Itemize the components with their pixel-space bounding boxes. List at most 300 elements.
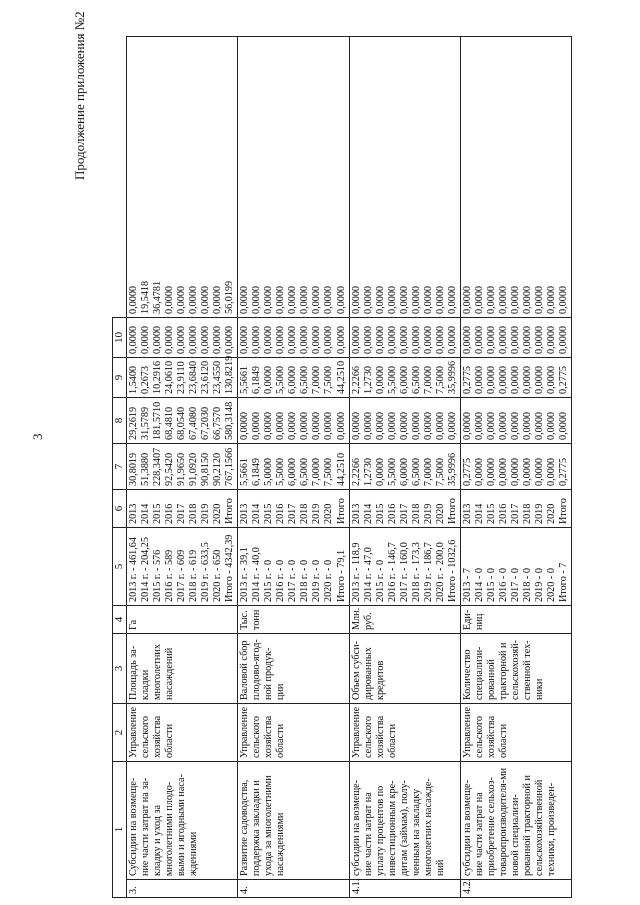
value-line: 0,0000: [362, 285, 374, 314]
value-line: 35,9996: [446, 452, 458, 486]
value-line: 5,5661: [239, 365, 251, 394]
value-line: 6,1849: [251, 365, 263, 394]
value-line: 0,2775: [461, 365, 473, 394]
value-line: 0,0000: [497, 285, 509, 314]
value-line: 2017: [287, 503, 299, 524]
col-header-8: 8: [113, 398, 127, 444]
value-line: 0,0000: [188, 285, 200, 314]
value-line: 24,0610: [164, 360, 176, 394]
value-line: 2014 г. - 40,0: [251, 547, 263, 602]
value-line: 0,0000: [485, 457, 497, 486]
value-line: 0,0000: [485, 325, 497, 354]
value-line: 0,0000: [311, 325, 323, 354]
value-line: 0,0000: [386, 325, 398, 354]
value-line: 0,0000: [485, 411, 497, 440]
value-line: 23,9110: [176, 361, 188, 394]
value-line: 6,5000: [299, 457, 311, 486]
value-line: 2018: [188, 503, 200, 524]
value-line: 30,8019: [127, 452, 139, 486]
value-line: 0,0000: [362, 411, 374, 440]
value-line: 0,0000: [374, 325, 386, 354]
value-line: 0,0000: [546, 411, 558, 440]
value-line: 0,0000: [386, 411, 398, 440]
value-line: 66,7570: [212, 406, 224, 440]
values-c6: [460, 490, 571, 528]
value-line: 2017 г. - 160,0: [398, 542, 410, 602]
value-line: 0,0000: [534, 365, 545, 394]
values-c10: [349, 318, 460, 358]
table-row: [460, 37, 571, 898]
value-line: 1,2730: [362, 365, 374, 394]
value-line: 0,0000: [534, 411, 545, 440]
value-line: 0,0000: [251, 411, 263, 440]
value-line: 0,0000: [287, 285, 299, 314]
value-line: 0,0000: [434, 325, 446, 354]
values-c10: [460, 318, 571, 358]
value-line: 0,0000: [152, 325, 164, 354]
value-line: 0,0000: [546, 365, 558, 394]
value-line: 0,0000: [558, 285, 570, 314]
values-c7: [460, 444, 571, 490]
value-line: 0,2775: [558, 365, 570, 394]
value-line: 6,0000: [398, 365, 410, 394]
value-line: 7,0000: [311, 365, 323, 394]
values-c9: [238, 358, 349, 398]
value-line: 29,2619: [127, 406, 139, 440]
value-line: 2019: [311, 503, 323, 524]
unit-of-measure: Тыс. тонн: [238, 606, 349, 634]
value-line: 0,0000: [521, 285, 533, 314]
row-number: 4.1.: [349, 880, 460, 898]
value-line: Итого - 4342,39: [224, 534, 236, 602]
value-line: 90,2120: [212, 452, 224, 486]
value-line: 0,0000: [287, 325, 299, 354]
value-line: 0,0000: [473, 365, 485, 394]
value-line: 0,0000: [410, 411, 422, 440]
value-line: 35,9996: [446, 360, 458, 394]
value-line: 91,9650: [176, 452, 188, 486]
value-line: 181,5710: [152, 401, 164, 440]
value-line: 2014 г. - 47,0: [362, 547, 374, 602]
value-line: 0,0000: [350, 285, 362, 314]
value-line: 0,0000: [521, 457, 533, 486]
values-c7: [126, 444, 237, 490]
value-line: 2014 - 0: [473, 568, 485, 602]
value-line: 0,0000: [386, 285, 398, 314]
value-line: 0,0000: [422, 411, 434, 440]
value-line: 2017: [176, 503, 188, 524]
value-line: 2016 г. - 0: [275, 559, 287, 602]
value-line: 2017: [509, 503, 521, 524]
value-line: 56,0199: [224, 280, 236, 314]
value-line: 6,0000: [287, 457, 299, 486]
value-line: 7,0000: [422, 457, 434, 486]
value-line: 0,0000: [434, 285, 446, 314]
value-line: 580,3148: [224, 401, 236, 440]
value-line: 6,5000: [410, 365, 422, 394]
program-table: [112, 36, 572, 898]
value-line: 2020: [323, 503, 335, 524]
value-line: 2016 г. - 146,7: [386, 542, 398, 602]
row-number: 4.: [238, 880, 349, 898]
value-line: 23,6840: [188, 360, 200, 394]
value-line: 0,0000: [546, 285, 558, 314]
value-line: 0,0000: [473, 457, 485, 486]
value-line: 2016: [164, 503, 176, 524]
value-line: 2020 - 0: [546, 568, 558, 602]
value-line: 0,0000: [140, 325, 151, 354]
value-line: 2017: [398, 503, 410, 524]
value-line: 0,0000: [461, 325, 473, 354]
value-line: 6,1849: [251, 457, 263, 486]
value-line: 0,0000: [200, 325, 212, 354]
value-line: 7,5000: [434, 365, 446, 394]
unit-of-measure: Га: [126, 606, 237, 634]
measure-name: субсидии на возмеще-ние части затрат на приобретение сельхоз-товаропроизводителя-ми новой специализи-рованной тракторной и сельскохозяйственной техники, произведен-: [460, 762, 571, 880]
value-line: 0,0000: [263, 411, 275, 440]
table-row: [126, 37, 237, 898]
value-line: 5,0000: [263, 457, 275, 486]
rotated-table-wrapper: [112, 36, 570, 898]
value-line: 44,2510: [335, 452, 347, 486]
value-line: 2015 г. - 0: [263, 559, 275, 602]
value-line: 2019: [200, 503, 212, 524]
col-header-2: 2: [113, 704, 127, 762]
value-line: 0,0000: [239, 411, 251, 440]
value-line: 2020 г. - 0: [323, 559, 335, 602]
value-line: 91,0920: [188, 452, 200, 486]
value-line: 2013 г. - 461,64: [127, 537, 139, 602]
value-line: 67,4080: [188, 406, 200, 440]
value-line: 0,0000: [188, 325, 200, 354]
value-line: 0,0000: [275, 325, 287, 354]
col-header-3: 3: [113, 634, 127, 704]
value-line: 0,0000: [224, 325, 236, 354]
value-line: 0,0000: [311, 285, 323, 314]
value-line: 0,2673: [140, 365, 151, 394]
values-c10: [238, 318, 349, 358]
value-line: 2020: [546, 503, 558, 524]
indicator-name: Объем субси-дированных кредитов: [349, 634, 460, 704]
value-line: 2019 г. - 186,7: [422, 542, 434, 602]
value-line: 2,2266: [350, 365, 362, 394]
indicator-name: Количество специализи-рованной тракторной и сельскохозяй-ственной тех-ники: [460, 634, 571, 704]
col-header-7: 7: [113, 444, 127, 490]
value-line: 0,0000: [398, 325, 410, 354]
row-number: 3.: [126, 880, 237, 898]
value-line: 23,6120: [200, 360, 212, 394]
value-line: 7,5000: [323, 365, 335, 394]
values-c11: [349, 37, 460, 318]
value-line: 2016 - 0: [497, 568, 509, 602]
value-line: 0,0000: [497, 325, 509, 354]
value-line: Итого - 1032,6: [446, 539, 458, 602]
value-line: 2019: [422, 503, 434, 524]
value-line: 0,0000: [497, 365, 509, 394]
value-line: 6,5000: [410, 457, 422, 486]
value-line: Итого: [446, 498, 458, 524]
value-line: 0,0000: [509, 457, 521, 486]
value-line: 0,0000: [127, 285, 139, 314]
value-line: 2020: [212, 503, 224, 524]
value-line: Итого: [335, 498, 347, 524]
value-line: 0,0000: [239, 325, 251, 354]
value-line: 2017 г. - 609: [176, 549, 188, 602]
value-line: 2015: [374, 503, 386, 524]
value-line: 0,0000: [398, 285, 410, 314]
value-line: 0,0000: [497, 457, 509, 486]
value-line: 0,2775: [558, 457, 570, 486]
values-c8: [349, 398, 460, 444]
values-c8: [460, 398, 571, 444]
value-line: 68,4810: [164, 406, 176, 440]
col-header-6: 6: [113, 490, 127, 528]
col-header-4: 4: [113, 606, 127, 634]
value-line: 0,0000: [546, 457, 558, 486]
value-line: 5,5661: [239, 457, 251, 486]
value-line: 2013: [461, 503, 473, 524]
value-line: 2015: [152, 503, 164, 524]
value-line: 0,0000: [239, 285, 251, 314]
value-line: 0,0000: [521, 325, 533, 354]
value-line: 2,2266: [350, 457, 362, 486]
value-line: 0,0000: [446, 325, 458, 354]
value-line: 0,0000: [335, 285, 347, 314]
value-line: 2018 - 0: [521, 568, 533, 602]
value-line: 2014: [140, 503, 151, 524]
value-line: 2019: [534, 503, 545, 524]
values-c5: [238, 528, 349, 606]
responsible-org: Управление сельского хозяйства области: [460, 704, 571, 762]
value-line: 67,2030: [200, 406, 212, 440]
value-line: 2015 - 0: [485, 568, 497, 602]
value-line: 2019 г. - 0: [311, 559, 323, 602]
value-line: 0,0000: [374, 285, 386, 314]
value-line: 0,0000: [534, 457, 545, 486]
header-row: [113, 37, 127, 898]
col-header-10: 10: [113, 318, 127, 358]
row-number: 4.2.: [460, 880, 571, 898]
value-line: 0,0000: [509, 365, 521, 394]
value-line: 0,0000: [263, 285, 275, 314]
value-line: 0,0000: [299, 411, 311, 440]
value-line: 0,0000: [446, 285, 458, 314]
value-line: 0,0000: [509, 325, 521, 354]
value-line: 2018 г. - 619: [188, 549, 200, 602]
value-line: 2015 г. - 0: [374, 559, 386, 602]
values-c11: [238, 37, 349, 318]
value-line: 2016 г. - 589: [164, 549, 176, 602]
value-line: 5,5000: [275, 457, 287, 486]
value-line: 1,5400: [127, 365, 139, 394]
value-line: 0,0000: [558, 411, 570, 440]
measure-name: Развитие садоводства, поддержка закладки и ухода за многолетними насаждениями: [238, 762, 349, 880]
value-line: 2013 г. - 118,9: [350, 542, 362, 602]
values-c5: [126, 528, 237, 606]
value-line: 0,0000: [410, 285, 422, 314]
value-line: 0,0000: [350, 411, 362, 440]
value-line: 1,2730: [362, 457, 374, 486]
values-c11: [460, 37, 571, 318]
value-line: 0,0000: [212, 325, 224, 354]
value-line: 10,2916: [152, 360, 164, 394]
value-line: 5,5000: [275, 365, 287, 394]
value-line: 2019 - 0: [534, 568, 545, 602]
value-line: 2018: [299, 503, 311, 524]
value-line: 2016: [386, 503, 398, 524]
responsible-org: Управление сельского хозяйства области: [238, 704, 349, 762]
value-line: 0,0000: [461, 411, 473, 440]
value-line: 0,0000: [534, 285, 545, 314]
value-line: 23,4550: [212, 360, 224, 394]
value-line: 0,0000: [164, 285, 176, 314]
value-line: 0,0000: [434, 411, 446, 440]
values-c5: [349, 528, 460, 606]
value-line: 2016: [275, 503, 287, 524]
value-line: 0,0000: [323, 411, 335, 440]
values-c7: [238, 444, 349, 490]
value-line: 2020: [434, 503, 446, 524]
value-line: 2015: [263, 503, 275, 524]
value-line: 2018 г. - 0: [299, 559, 311, 602]
value-line: 0,0000: [323, 325, 335, 354]
value-line: 0,0000: [422, 285, 434, 314]
value-line: 0,0000: [497, 411, 509, 440]
unit-of-measure: Млн. руб.: [349, 606, 460, 634]
value-line: 5,5000: [386, 457, 398, 486]
value-line: 68,0540: [176, 406, 188, 440]
value-line: 0,0000: [251, 325, 263, 354]
value-line: 0,0000: [127, 325, 139, 354]
value-line: 0,0000: [323, 285, 335, 314]
value-line: 0,0000: [200, 285, 212, 314]
value-line: 0,0000: [374, 365, 386, 394]
value-line: 130,8219: [224, 355, 236, 394]
value-line: 2019 г. - 633,5: [200, 542, 212, 602]
value-line: 7,0000: [311, 457, 323, 486]
value-line: 0,0000: [521, 411, 533, 440]
value-line: 228,3407: [152, 447, 164, 486]
value-line: 0,0000: [521, 365, 533, 394]
col-header-5: 5: [113, 528, 127, 606]
value-line: 0,0000: [534, 325, 545, 354]
value-line: 0,0000: [287, 411, 299, 440]
value-line: 2013 - 7: [461, 568, 473, 602]
value-line: 0,0000: [350, 325, 362, 354]
value-line: 51,3880: [140, 452, 151, 486]
value-line: 0,0000: [275, 285, 287, 314]
values-c6: [238, 490, 349, 528]
value-line: 2013 г. - 39,1: [239, 547, 251, 602]
value-line: 0,0000: [473, 411, 485, 440]
value-line: 92,5420: [164, 452, 176, 486]
value-line: 5,5000: [386, 365, 398, 394]
indicator-name: Валовой сбор плодово-ягод-ной продук-ции: [238, 634, 349, 704]
value-line: 0,0000: [311, 411, 323, 440]
value-line: 19,5418: [140, 280, 151, 314]
value-line: 2014: [473, 503, 485, 524]
measure-name: Субсидии на возмеще-ние части затрат на за-кладку и уход за многолетними плодо-выми и ягодными наса-ждениями: [126, 762, 237, 880]
value-line: 6,5000: [299, 365, 311, 394]
value-line: 0,0000: [335, 325, 347, 354]
value-line: 0,0000: [558, 325, 570, 354]
value-line: Итого: [558, 498, 570, 524]
value-line: 0,0000: [485, 365, 497, 394]
value-line: 0,0000: [509, 285, 521, 314]
value-line: 44,2510: [335, 360, 347, 394]
values-c8: [126, 398, 237, 444]
value-line: 2015 г. - 576: [152, 549, 164, 602]
value-line: 2016: [497, 503, 509, 524]
value-line: 2018 г. - 173,3: [410, 542, 422, 602]
value-line: 0,0000: [164, 325, 176, 354]
value-line: 7,5000: [434, 457, 446, 486]
value-line: 0,0000: [374, 411, 386, 440]
col-header-1: 1: [113, 762, 127, 898]
value-line: 2015: [485, 503, 497, 524]
value-line: 0,0000: [473, 325, 485, 354]
values-c9: [126, 355, 237, 398]
value-line: 2017 - 0: [509, 568, 521, 602]
values-c9: [460, 358, 571, 398]
value-line: 31,5789: [140, 406, 151, 440]
values-c6: [126, 490, 237, 528]
value-line: 2013: [350, 503, 362, 524]
value-line: 0,0000: [446, 411, 458, 440]
value-line: 2018: [410, 503, 422, 524]
value-line: 2018: [521, 503, 533, 524]
values-c5: [460, 528, 571, 606]
value-line: 0,0000: [398, 411, 410, 440]
values-c6: [349, 490, 460, 528]
value-line: 6,0000: [398, 457, 410, 486]
value-line: 2020 г. - 650: [212, 549, 224, 602]
value-line: 0,0000: [546, 325, 558, 354]
value-line: 36,4781: [152, 280, 164, 314]
values-c7: [349, 444, 460, 490]
value-line: 0,0000: [422, 325, 434, 354]
value-line: 6,0000: [287, 365, 299, 394]
value-line: 0,0000: [176, 285, 188, 314]
table-row: [238, 37, 349, 898]
measure-name: субсидии на возмеще-ние части затрат на уплату процентов по инвестиционным кре-дитам (займам), полу-ченным на закладку многолетних насажде-ний: [349, 762, 460, 880]
value-line: 0,0000: [461, 285, 473, 314]
values-c10: [126, 318, 237, 358]
value-line: 0,0000: [251, 285, 263, 314]
value-line: 7,5000: [323, 457, 335, 486]
value-line: 90,8150: [200, 452, 212, 486]
col-header-9: 9: [113, 358, 127, 398]
value-line: Итого - 79,1: [335, 549, 347, 602]
value-line: 7,0000: [422, 365, 434, 394]
value-line: 0,0000: [335, 411, 347, 440]
value-line: 0,0000: [374, 457, 386, 486]
value-line: 0,0000: [485, 285, 497, 314]
value-line: 2013: [127, 503, 139, 524]
value-line: 2013: [239, 503, 251, 524]
page-number: 3: [30, 433, 45, 440]
responsible-org: Управление сельского хозяйства области: [349, 704, 460, 762]
value-line: 0,0000: [299, 285, 311, 314]
value-line: 0,0000: [473, 285, 485, 314]
appendix-title: Продолжение приложения №2: [72, 11, 87, 180]
value-line: Итого: [224, 498, 236, 524]
value-line: 0,0000: [509, 411, 521, 440]
value-line: 2017 г. - 0: [287, 559, 299, 602]
value-line: 2020 г. - 200,0: [434, 542, 446, 602]
value-line: 2014: [362, 503, 374, 524]
values-c9: [349, 358, 460, 398]
